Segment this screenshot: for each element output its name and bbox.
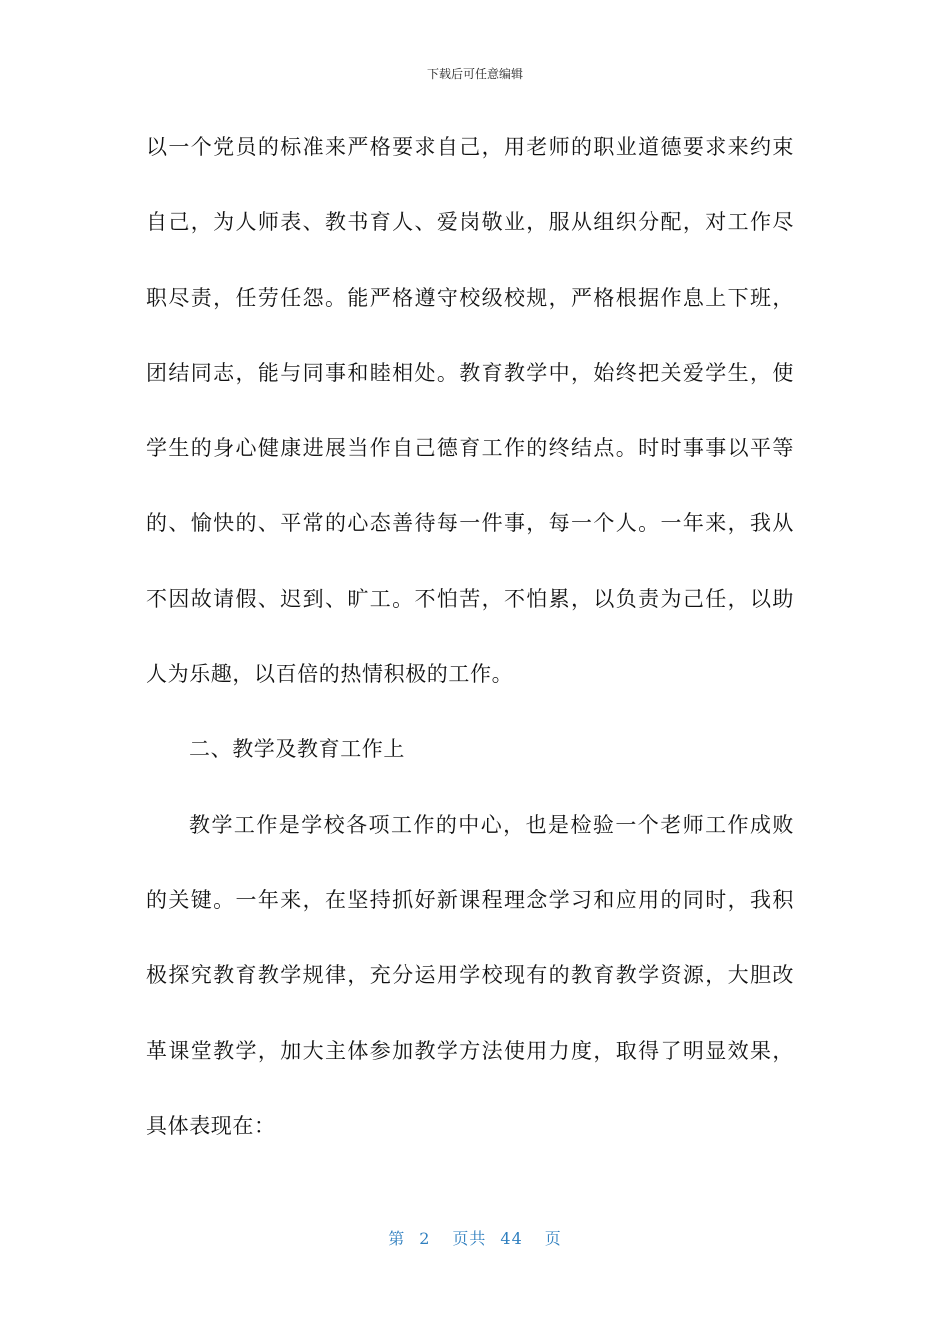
paragraph-line: 的、愉快的、平常的心态善待每一件事，每一个人。一年来，我从 <box>146 511 794 536</box>
paragraph-line: 革课堂教学，加大主体参加教学方法使用力度，取得了明显效果， <box>146 1038 794 1063</box>
paragraph-line: 职尽责，任劳任怨。能严格遵守校级校规，严格根据作息上下班， <box>146 285 794 310</box>
paragraph-line: 教学工作是学校各项工作的中心，也是检验一个老师工作成败 <box>189 812 794 837</box>
paragraph-line: 极探究教育教学规律，充分运用学校现有的教育教学资源，大胆改 <box>146 963 794 988</box>
footer-prefix: 第 <box>388 1229 406 1248</box>
footer-middle: 页共 <box>452 1229 487 1248</box>
current-page-number: 2 <box>419 1229 431 1248</box>
paragraph-line: 学生的身心健康进展当作自己德育工作的终结点。时时事事以平等 <box>146 436 794 461</box>
section-heading: 二、教学及教育工作上 <box>189 737 405 762</box>
paragraph-line: 自己，为人师表、教书育人、爱岗敬业，服从组织分配，对工作尽 <box>146 210 794 235</box>
paragraph-line: 人为乐趣，以百倍的热情积极的工作。 <box>146 662 514 687</box>
total-page-count: 44 <box>500 1229 523 1248</box>
paragraph-line: 团结同志，能与同事和睦相处。教育教学中，始终把关爱学生，使 <box>146 360 794 385</box>
paragraph-line: 的关键。一年来，在坚持抓好新课程理念学习和应用的同时，我积 <box>146 887 794 912</box>
paragraph-line: 不因故请假、迟到、旷工。不怕苦，不怕累，以负责为己任，以助 <box>146 586 794 611</box>
footer-suffix: 页 <box>544 1229 562 1248</box>
page-number-footer <box>0 1229 950 1249</box>
document-body <box>146 130 794 1184</box>
paragraph-line: 以一个党员的标准来严格要求自己，用老师的职业道德要求来约束 <box>146 135 794 159</box>
page-header-note: 下载后可任意编辑 <box>426 67 523 81</box>
paragraph-line: 具体表现在： <box>146 1113 276 1138</box>
